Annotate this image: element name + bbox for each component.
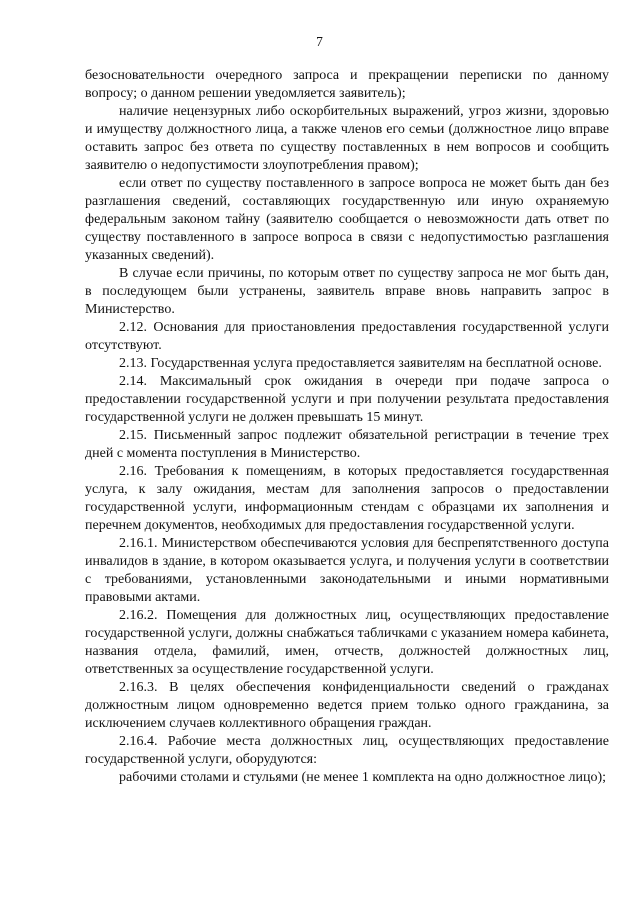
paragraph: 2.12. Основания для приостановления предоставления государственной услуги отсутствуют. (85, 320, 609, 353)
paragraph: 2.16. Требования к помещениям, в которых предоставляется государственная услуга, к залу ожидания, местам для заполнения запросов о предоставлении государственной услуги, информационным стендам с образцами их заполнения и перечнем документов, необходимых для предоставления государственной услуги. (85, 464, 609, 533)
paragraph: 2.16.1. Министерством обеспечиваются условия для беспрепятственного доступа инвалидов в здание, в котором оказывается услуга, и получения услуги в соответствии с требованиями, установленными законодательными и иными нормативными правовыми актами. (85, 536, 609, 605)
document-body (85, 67, 609, 787)
paragraph: 2.16.3. В целях обеспечения конфиденциальности сведений о гражданах должностным лицом одновременно ведется прием только одного гражданина, за исключением случаев коллективного обращения граждан. (85, 680, 609, 731)
paragraph: если ответ по существу поставленного в запросе вопроса не может быть дан без разглашения сведений, составляющих государственную или иную охраняемую федеральным законом тайну (заявителю сообщается о невозможности дать ответ по существу поставленного в запросе вопроса в связи с недопустимостью разглашения указанных сведений). (85, 176, 609, 263)
paragraph: 2.16.4. Рабочие места должностных лиц, осуществляющих предоставление государственной услуги, оборудуются: (85, 734, 609, 767)
paragraph: наличие нецензурных либо оскорбительных выражений, угроз жизни, здоровью и имуществу должностного лица, а также членов его семьи (должностное лицо вправе оставить запрос без ответа по существу поставленных в нем вопросов и сообщить заявителю о недопустимости злоупотребления правом); (85, 104, 609, 173)
paragraph: 2.14. Максимальный срок ожидания в очереди при подаче запроса о предоставлении государственной услуги и при получении результата предоставления государственной услуги не должен превышать 15 минут. (85, 374, 609, 425)
paragraph: рабочими столами и стульями (не менее 1 комплекта на одно должностное лицо); (119, 770, 607, 785)
paragraph: безосновательности очередного запроса и прекращении переписки по данному вопросу; о данном решении уведомляется заявитель); (85, 68, 609, 101)
paragraph: 2.13. Государственная услуга предоставляется заявителям на бесплатной основе. (119, 356, 602, 371)
paragraph: В случае если причины, по которым ответ по существу запроса не мог быть дан, в последующем были устранены, заявитель вправе вновь направить запрос в Министерство. (85, 266, 609, 317)
page-number: 7 (316, 34, 323, 49)
paragraph: 2.15. Письменный запрос подлежит обязательной регистрации в течение трех дней с момента поступления в Министерство. (85, 428, 609, 461)
paragraph: 2.16.2. Помещения для должностных лиц, осуществляющих предоставление государственной услуги, должны снабжаться табличками с указанием номера кабинета, названия отдела, фамилий, имен, отчеств, должностей должностных лиц, ответственных за осуществление государственной услуги. (85, 608, 609, 677)
